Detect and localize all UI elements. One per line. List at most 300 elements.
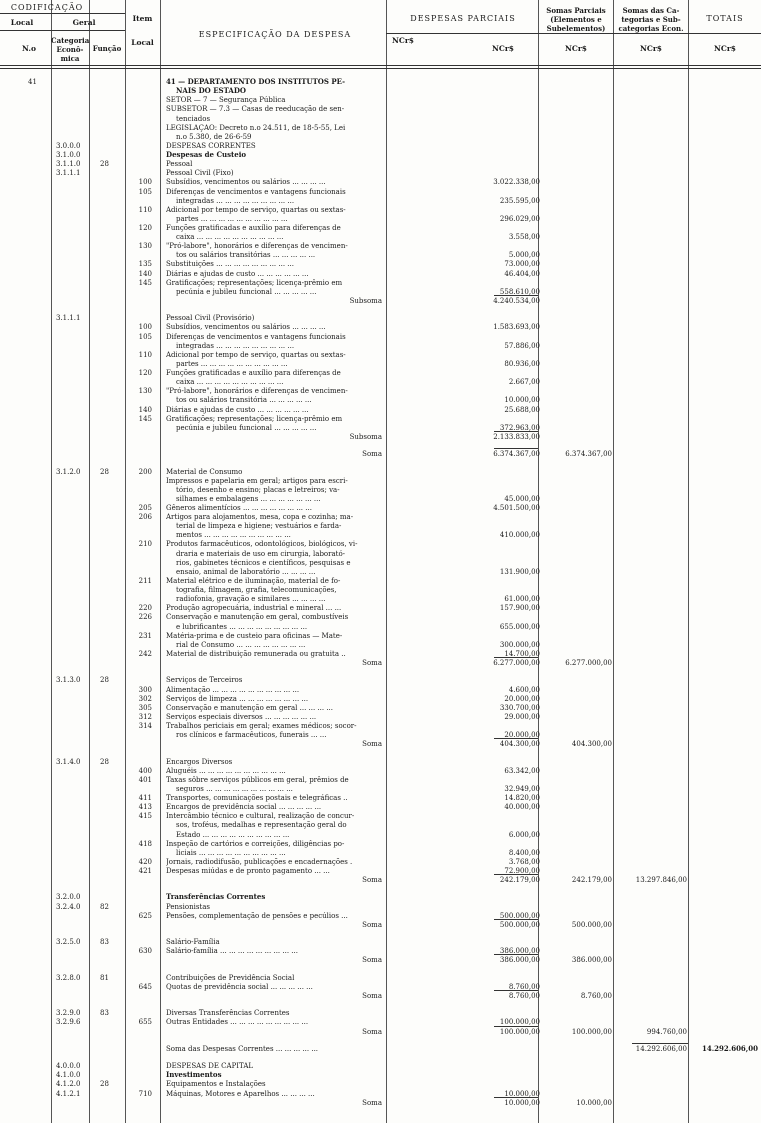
table-row [0, 858, 761, 866]
header-somas-categorias: Somas das Ca- tegorias e Sub- categorias Econ. [618, 6, 684, 33]
function-code: 28 [100, 160, 109, 169]
partial-amount: 3.768,00 [508, 857, 540, 866]
category-code: 4.0.0.0 [56, 1062, 81, 1071]
description: "Pró-labore", honorários e diferenças de vencimen- [166, 242, 348, 251]
partial-amount: 330.700,00 [499, 703, 540, 712]
description: Pensionistas [166, 902, 211, 911]
description: pecúnia e jubileu funcional ... ... ... ... ... [176, 287, 317, 296]
item-code: 211 [138, 576, 152, 585]
table-row [0, 1062, 761, 1070]
table-row [0, 650, 761, 658]
partial-amount: 10.000,00 [504, 1089, 540, 1098]
table-row [0, 424, 761, 432]
partial-sum: 242.179,00 [571, 876, 612, 885]
partial-amount: 72.900,00 [504, 867, 540, 875]
table-row [0, 360, 761, 368]
partial-amount: 386.000,00 [499, 956, 540, 965]
category-code: 3.1.1.0 [56, 160, 81, 169]
partial-amount: 1.583.693,00 [493, 323, 540, 332]
total-amount: 14.292.606,00 [701, 1043, 758, 1053]
description: sos, troféus, medalhas e representação geral do [176, 821, 347, 830]
description: Diferenças de vencimentos e vantagens funcionais [166, 187, 346, 196]
table-row [0, 803, 761, 811]
description: Soma [362, 659, 382, 667]
sum-rule [494, 657, 538, 658]
category-code: 3.1.3.0 [56, 676, 81, 685]
partial-amount: 32.949,00 [504, 784, 540, 793]
category-code: 3.1.0.0 [56, 151, 81, 159]
header-totais: TOTAIS [706, 14, 744, 23]
item-code: 100 [138, 178, 152, 187]
table-row [0, 215, 761, 223]
description: Funções gratificadas e auxílio para diferenças de [166, 369, 341, 377]
description: Gêneros alimentícios ... ... ... ... ... ... ... ... [166, 504, 312, 512]
table-row [0, 433, 761, 441]
table-row [0, 912, 761, 920]
item-code: 312 [138, 712, 152, 721]
header-ncr: NCr$ [714, 44, 736, 53]
item-code: 401 [138, 775, 152, 784]
partial-amount: 10.000,00 [504, 1098, 540, 1107]
table-row [0, 632, 761, 640]
description: Encargos Diversos [166, 757, 233, 766]
function-code: 28 [100, 676, 109, 685]
description: Subsoma [349, 432, 382, 441]
description: Serviços de limpeza ... ... ... ... ... ... ... ... [166, 694, 309, 703]
description: n.o 5.380, de 26-6-59 [176, 132, 252, 141]
header-funcao: Função [92, 44, 122, 53]
header-rule [386, 33, 761, 34]
item-code: 400 [138, 766, 152, 775]
partial-sum: 404.300,00 [571, 740, 612, 749]
item-code: 305 [138, 703, 152, 712]
partial-amount: 57.886,00 [504, 341, 540, 350]
partial-amount: 4.600,00 [508, 685, 540, 694]
sum-rule [632, 1043, 688, 1044]
category-code: 3.0.0.0 [56, 141, 81, 150]
description: tos ou salários transitória ... ... ... ... ... [176, 396, 312, 405]
description: mentos ... ... ... ... ... ... ... ... ... ... [176, 531, 291, 540]
description: Funções gratificadas e auxílio para diferenças de [166, 223, 341, 232]
table-row [0, 124, 761, 132]
item-code: 655 [138, 1018, 152, 1027]
description: Material elétrico e de iluminação, material de fo- [166, 576, 341, 585]
partial-amount: 3.022.338,00 [493, 178, 540, 187]
description: Subsídios, vencimentos ou salários ... ... ... ... [166, 178, 326, 187]
description: tos ou salários transitórias ... ... ... ... ... [176, 251, 316, 260]
table-row [0, 1045, 761, 1053]
description: tenciados [176, 114, 211, 123]
header-somas-parciais: Somas Parciais (Elementos e Subelementos) [546, 6, 606, 33]
function-code: 28 [100, 757, 109, 766]
table-row [0, 115, 761, 123]
table-row [0, 270, 761, 278]
description: integradas ... ... ... ... ... ... ... ... ... [176, 196, 295, 205]
item-code: 105 [138, 187, 152, 196]
header-item: Item [132, 14, 153, 23]
header-rule [0, 13, 125, 14]
description: Investimentos [166, 1071, 222, 1080]
header-ncr: NCr$ [492, 44, 514, 53]
partial-amount: 4.240.534,00 [493, 296, 540, 305]
table-row [0, 78, 761, 86]
description: e lubrificantes ... ... ... ... ... ... ... ... ... [176, 622, 308, 631]
partial-amount: 29.000,00 [504, 712, 540, 721]
partial-sum: 10.000,00 [576, 1098, 612, 1107]
item-code: 220 [138, 604, 152, 613]
table-row [0, 1028, 761, 1036]
category-code: 4.1.0.0 [56, 1071, 81, 1080]
description: Substituições ... ... ... ... ... ... ... ... ... [166, 260, 294, 269]
partial-amount: 5.000,00 [508, 251, 540, 260]
header-local: Local [10, 18, 34, 27]
table-row [0, 105, 761, 113]
description: Serviços de Terceiros [166, 676, 243, 685]
description: draria e materiais de uso em cirurgia, laborató- [176, 549, 346, 558]
description: Conservação e manutenção em geral ... ... ... ... [166, 703, 334, 712]
table-row [0, 486, 761, 494]
table-row [0, 188, 761, 196]
description: Pessoal [166, 160, 193, 169]
partial-amount: 100.000,00 [499, 1018, 540, 1027]
item-code: 226 [138, 613, 152, 622]
partial-amount: 61.000,00 [504, 595, 540, 604]
table-row [0, 169, 761, 177]
category-code: 3.2.5.0 [56, 938, 81, 947]
partial-amount: 10.000,00 [504, 396, 540, 405]
description: Adicional por tempo de serviço, quartas ou sextas- [166, 350, 346, 359]
table-row [0, 197, 761, 205]
table-row [0, 586, 761, 594]
table-row [0, 333, 761, 341]
item-code: 110 [138, 205, 152, 214]
function-code: 28 [100, 467, 109, 476]
partial-amount: 8.760,00 [508, 982, 540, 991]
table-row [0, 568, 761, 576]
table-row [0, 233, 761, 241]
table-row [0, 956, 761, 964]
table-row [0, 513, 761, 521]
sum-rule [494, 990, 538, 991]
table-row [0, 1090, 761, 1098]
partial-amount: 14.700,00 [504, 649, 540, 658]
table-row [0, 378, 761, 386]
item-code: 110 [138, 350, 152, 359]
table-row [0, 297, 761, 305]
table-row [0, 713, 761, 721]
item-code: 130 [138, 387, 152, 396]
partial-amount: 73.000,00 [504, 260, 540, 269]
header-ncr: NCr$ [640, 44, 662, 53]
table-row [0, 1099, 761, 1107]
table-row [0, 224, 761, 232]
function-code: 83 [100, 1009, 109, 1018]
table-row [0, 206, 761, 214]
partial-amount: 386.000,00 [499, 947, 540, 956]
category-code: 3.1.1.1 [56, 314, 81, 323]
partial-amount: 8.400,00 [508, 848, 540, 857]
partial-amount: 14.820,00 [504, 794, 540, 802]
item-code: 206 [138, 513, 152, 522]
item-code: 625 [138, 911, 152, 920]
description: Subsoma [349, 296, 382, 305]
item-code: 314 [138, 722, 152, 730]
description: caixa ... ... ... ... ... ... ... ... ... ... [176, 378, 284, 387]
table-row [0, 559, 761, 567]
table-row [0, 396, 761, 404]
description: NAIS DO ESTADO [176, 87, 247, 96]
table-row [0, 776, 761, 784]
description: Equipamentos e Instalações [166, 1080, 266, 1089]
table-row [0, 604, 761, 612]
description: Material de distribuição remunerada ou gratuita .. [166, 649, 346, 658]
description: Gratificações; representações; licença-prêmio em [166, 278, 343, 287]
description: partes ... ... ... ... ... ... ... ... ... ... [176, 214, 288, 223]
partial-amount: 63.342,00 [504, 766, 540, 775]
sum-rule [494, 1026, 538, 1027]
description: Soma [362, 740, 382, 749]
function-code: 28 [100, 1080, 109, 1089]
table-row [0, 387, 761, 395]
description: Salário-Família [166, 938, 220, 947]
description: Produção agropecuária, industrial e mineral ... ... [166, 604, 342, 613]
description: SUBSETOR — 7.3 — Casas de reeducação de sen- [166, 105, 345, 114]
description: 41 — DEPARTAMENTO DOS INSTITUTOS PE- [166, 78, 346, 86]
description: Inspeção de cartórios e correições, diligências po- [166, 839, 345, 848]
category-sum: 994.760,00 [646, 1027, 687, 1036]
description: Gratificações; representações; licença-prêmio em [166, 414, 343, 423]
table-row [0, 623, 761, 631]
partial-amount: 242.179,00 [499, 876, 540, 885]
description: Conservação e manutenção em geral, combustíveis [166, 613, 349, 622]
table-row [0, 1080, 761, 1088]
partial-amount: 6.000,00 [508, 830, 540, 839]
sum-rule [494, 295, 538, 296]
category-sum: 14.292.606,00 [635, 1044, 687, 1053]
partial-amount: 6.277.000,00 [493, 659, 540, 667]
sum-rule [494, 431, 538, 432]
table-row [0, 142, 761, 150]
table-row [0, 974, 761, 982]
table-row [0, 415, 761, 423]
partial-amount: 4.501.500,00 [493, 504, 540, 512]
table-row [0, 947, 761, 955]
partial-amount: 3.558,00 [508, 233, 540, 242]
description: Encargos de previdência social ... ... ... ... ... [166, 803, 322, 812]
table-row [0, 921, 761, 929]
header-geral: Geral [72, 18, 96, 27]
header-especificacao: ESPECIFICAÇÃO DA DESPESA [198, 30, 352, 39]
item-code: 100 [138, 323, 152, 332]
sum-rule [494, 954, 538, 955]
table-row [0, 595, 761, 603]
table-row [0, 704, 761, 712]
table-row [0, 160, 761, 168]
table-row [0, 279, 761, 287]
description: radiofonia, gravação e similares ... ... ... ... [176, 595, 326, 604]
description: Adicional por tempo de serviço, quartas ou sextas- [166, 205, 346, 214]
table-row [0, 903, 761, 911]
partial-sum: 6.374.367,00 [565, 450, 612, 459]
category-code: 3.1.1.1 [56, 169, 81, 178]
item-code: 630 [138, 947, 152, 956]
item-code: 300 [138, 685, 152, 694]
description: Transportes, comunicações postais e telegráficas .. [166, 794, 348, 802]
description: Artigos para alojamentos, mesa, copa e cozinha; ma- [166, 513, 354, 522]
item-code: 200 [138, 467, 152, 476]
table-row [0, 722, 761, 730]
category-sum: 13.297.846,00 [635, 876, 687, 885]
table-row [0, 522, 761, 530]
table-row [0, 831, 761, 839]
table-row [0, 495, 761, 503]
description: "Pró-labore", honorários e diferenças de vencimen- [166, 387, 348, 396]
table-row [0, 740, 761, 748]
table-row [0, 840, 761, 848]
description: Diárias e ajudas de custo ... ... ... ... ... ... [166, 405, 309, 414]
table-row [0, 794, 761, 802]
table-row [0, 767, 761, 775]
item-code: 120 [138, 223, 152, 232]
description: tório, desenho e ensino; placas e letreiros; va- [176, 485, 340, 494]
table-row [0, 867, 761, 875]
function-code: 81 [100, 973, 109, 982]
partial-amount: 296.029,00 [499, 214, 540, 223]
description: Alimentação ... ... ... ... ... ... ... ... ... ... [166, 685, 300, 694]
category-code: 3.2.9.0 [56, 1009, 81, 1018]
description: LEGISLAÇÃO: Decreto n.o 24.511, de 18-5-55, Lei [166, 123, 346, 132]
description: partes ... ... ... ... ... ... ... ... ... ... [176, 359, 288, 368]
partial-amount: 2.667,00 [508, 378, 540, 387]
header-despesas-parciais: DESPESAS PARCIAIS [410, 14, 516, 23]
table-row [0, 983, 761, 991]
item-code: 302 [138, 694, 152, 703]
description: Pessoal Civil (Fixo) [166, 169, 234, 178]
description: Jornais, radiodifusão, publicações e encadernações . [166, 857, 353, 866]
category-code: 3.2.4.0 [56, 902, 81, 911]
description: Máquinas, Motores e Aparelhos ... ... ... ... [166, 1089, 315, 1098]
table-row [0, 242, 761, 250]
description: Soma [362, 956, 382, 965]
table-row [0, 676, 761, 684]
item-code: 145 [138, 414, 152, 423]
item-code: 418 [138, 839, 152, 848]
item-code: 140 [138, 405, 152, 414]
table-row [0, 1018, 761, 1026]
table-row [0, 938, 761, 946]
description: Soma [362, 992, 382, 1000]
category-code: 3.1.4.0 [56, 757, 81, 766]
partial-amount: 157.900,00 [499, 604, 540, 613]
table-row [0, 369, 761, 377]
function-code: 82 [100, 902, 109, 911]
partial-amount: 372.963,00 [499, 423, 540, 432]
table-row [0, 876, 761, 884]
item-code: 210 [138, 540, 152, 549]
local-code: 41 [28, 78, 37, 86]
table-row [0, 133, 761, 141]
item-code: 140 [138, 269, 152, 278]
partial-amount: 500.000,00 [499, 920, 540, 929]
table-row [0, 695, 761, 703]
category-code: 3.1.2.0 [56, 467, 81, 476]
partial-amount: 45.000,00 [504, 494, 540, 503]
description: Despesas miúdas e de pronto pagamento ... ... [166, 867, 330, 875]
category-code: 3.2.9.6 [56, 1018, 81, 1027]
header-rule [0, 30, 125, 31]
description: Matéria-prima e de custeio para oficinas — Mate- [166, 631, 343, 640]
table-row [0, 812, 761, 820]
description: Estado ... ... ... ... ... ... ... ... ... ... [176, 830, 290, 839]
table-row [0, 731, 761, 739]
item-code: 415 [138, 812, 152, 821]
table-row [0, 87, 761, 95]
description: Transferências Correntes [166, 893, 266, 902]
header-categoria: Categoria Econô- mica [51, 36, 90, 63]
description: Soma [362, 920, 382, 929]
table-row [0, 251, 761, 259]
header-ncr: NCr$ [392, 36, 414, 45]
header-bottom-rule [0, 65, 761, 66]
table-row [0, 613, 761, 621]
table-row [0, 504, 761, 512]
partial-sum: 6.277.000,00 [565, 659, 612, 667]
description: Pensões, complementação de pensões e pecúlios ... [166, 911, 348, 920]
sum-rule [494, 448, 538, 449]
table-row [0, 178, 761, 186]
sum-rule [494, 919, 538, 920]
partial-amount: 2.133.833,00 [493, 432, 540, 441]
partial-amount: 46.404,00 [504, 269, 540, 278]
category-code: 4.1.2.1 [56, 1089, 81, 1098]
description: Despesas de Custeio [166, 151, 247, 159]
description: rios, gabinetes técnicos e científicos, pesquisas e [176, 558, 351, 567]
description: caixa ... ... ... ... ... ... ... ... ... ... [176, 233, 284, 242]
partial-amount: 8.760,00 [508, 992, 540, 1000]
partial-amount: 558.610,00 [499, 287, 540, 296]
sum-rule [494, 874, 538, 875]
header-item-local: Local [131, 38, 154, 47]
table-row [0, 151, 761, 159]
table-row [0, 468, 761, 476]
description: Aluguéis ... ... ... ... ... ... ... ... ... ... [166, 766, 286, 775]
item-code: 421 [138, 867, 152, 875]
item-code: 710 [138, 1089, 152, 1098]
header-bottom-rule [0, 68, 761, 69]
partial-amount: 6.374.367,00 [493, 450, 540, 459]
item-code: 145 [138, 278, 152, 287]
partial-amount: 235.595,00 [499, 196, 540, 205]
partial-sum: 100.000,00 [571, 1027, 612, 1036]
table-row [0, 849, 761, 857]
table-row [0, 577, 761, 585]
table-row [0, 342, 761, 350]
partial-amount: 300.000,00 [499, 640, 540, 649]
table-row [0, 758, 761, 766]
table-row [0, 351, 761, 359]
description: Contribuições de Previdência Social [166, 973, 295, 982]
item-code: 105 [138, 332, 152, 341]
table-row [0, 406, 761, 414]
header-codificacao: CODIFICAÇÃO [10, 3, 84, 12]
description: Diversas Transferências Correntes [166, 1009, 290, 1018]
description: seguros ... ... ... ... ... ... ... ... ... ... [176, 784, 293, 793]
partial-amount: 20.000,00 [504, 694, 540, 703]
partial-amount: 100.000,00 [499, 1027, 540, 1036]
table-row [0, 1009, 761, 1017]
sum-rule [494, 1097, 538, 1098]
table-row [0, 323, 761, 331]
